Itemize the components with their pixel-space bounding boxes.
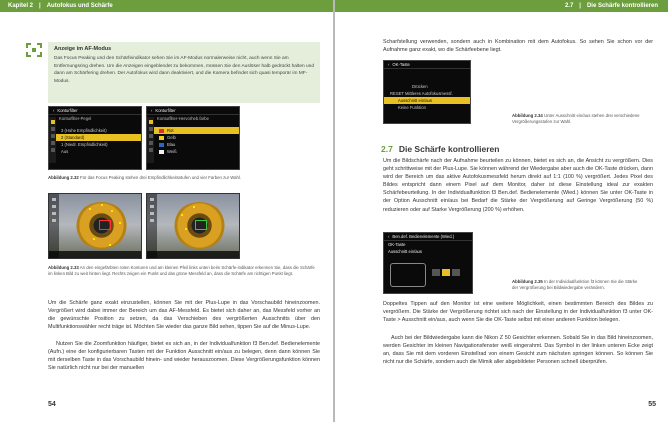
camera-body-icon [390, 263, 426, 287]
back-arrow-icon: ‹ [53, 107, 55, 113]
figure-caption-2-32: Abbildung 2.32 Für das Focus Peaking stehen drei Empfindlichkeitsstufen und vier Farben zur Wahl. [48, 175, 242, 180]
menu-item[interactable]: Aus [61, 149, 69, 154]
screen-title: OK-Taste [392, 61, 410, 67]
screen-line: OK-Taste [388, 242, 406, 247]
color-option-yellow[interactable]: Gelb [147, 134, 239, 141]
back-arrow-icon: ‹ [151, 107, 153, 113]
figure-caption-2-33: Abbildung 2.33 An den eingefärbten roten Konturen und am kleinen Pfeil links unten beim Schärfe-indikator erkennen Sie, dass die Schärfe im linken Bild zu weit hinten liegt. Rechts zeigen ein Punkt und das grüne Messfeld an, dass die Schärfe am richtigen Punkt liegt. [48, 265, 315, 277]
camera-screen-peaking-color [146, 106, 240, 170]
left-running-header: Kapitel 2 | Autofokus und Schärfe [0, 0, 333, 12]
focus-frame-icon [26, 43, 42, 57]
zoom-mid-icon[interactable] [442, 269, 450, 276]
viewfinder-photo-right [146, 193, 240, 259]
section-heading-title: Die Schärfe kontrollieren [398, 144, 500, 154]
screen-subtitle: Konturfilter-Pegel [59, 116, 92, 121]
color-swatch [159, 143, 164, 147]
menu-item-selected[interactable]: 2 (Standard) [49, 134, 141, 141]
screen-title: Ben.def. Bedienelemente (Wied.) [392, 233, 455, 239]
color-swatch [159, 150, 164, 154]
body-paragraph: Auch bei der Bildwiedergabe kann die Nikon Z 50 Gesichter erkennen. Sobald Sie in das Bild hineinzoomen, werden Gesichter im kleinen Navigationsfenster weiß eingerahmt. Das Symbol in der linken unteren Ecke zeigt an, dass Sie mit dem vorderen Einstellrad von einem Gesicht zum nächsten springen können. So können Sie nicht nur die Schärfe, sondern auch die Mimik aller abgebildeter Personen schnell überprüfen. [383, 335, 653, 366]
viewfinder-photo-left [48, 193, 142, 259]
screen-title: Konturfilter [57, 107, 78, 113]
menu-tab-strip [49, 117, 56, 163]
back-arrow-icon: ‹ [388, 233, 390, 239]
zoom-low-icon[interactable] [432, 269, 440, 276]
af-point [99, 220, 111, 230]
menu-item[interactable]: 3 (Hohe Empfindlichkeit) [61, 128, 107, 133]
right-page [335, 0, 668, 422]
body-paragraph: Um die Bildschärfe nach der Aufnahme beurteilen zu können, bietet es sich an, die Ansicht zu vergrößern. Dies geht schrittweise mit der Plus-Lupe. Sie können während der Wiedergabe aber auch die OK-Taste drücken, dann wird der Bereich um das aktive Autofokusmessfeld herum direkt auf 1:1 (100 %) vergrößert. Jedes Pixel des Bildes entspricht dann einem Pixel auf dem Monitor, daher ist diese Einstellung ideal zur exakten Schärfebeurteilung. In der Individualfunktion f3 Ben.def. Bedienelemente (Wied.) können Sie unter OK-Taste in der Option Ausschnitt ein/aus bei Bedarf die Stärke der Vergrößerung auf Geringe Vergrößerung (50 %) reduzieren oder auf Starke Vergrößerung (200 %) erhöhen. [383, 158, 653, 213]
color-option-red[interactable]: Rot [147, 127, 239, 134]
section-heading [381, 144, 499, 154]
tip-text: Das Focus Peaking und den Schärfeindikator sehen Sie im AF-Modus normalerweise nicht, auch wenn Sie am Entfernungsring drehen. Um die Anzeigen eingeblendet zu bekommen, müssen Sie den Auslöser halb gedrückt halten und dann am Schärfering drehen. Der Autofokus wird dann deaktiviert, und die Kamera befindet sich quasi temporär im MF-Modus. [54, 56, 314, 84]
tip-title: Anzeige im AF-Modus [54, 46, 112, 52]
back-arrow-icon: ‹ [388, 61, 390, 67]
screen-line: Ausschnitt ein/aus [388, 249, 422, 254]
body-paragraph: Doppeltes Tippen auf den Monitor ist eine weitere Möglichkeit, einen bestimmten Bereich des Bildes zu vergrößern. Die Stärke der Vergrößerung richtet sich nach der Einstellung in der Individualfunktion f3 unter OK-Taste > Ausschnitt ein/aus, auch wenn Sie die OK-Taste selbst mit einer anderen Funktion belegen. [383, 301, 653, 324]
section-title: Die Schärfe kontrollieren [586, 3, 658, 9]
figure-caption-2-35: Abbildung 2.35 In der Individualfunktion f3 können Sie die Stärke der Vergrößerung bei Bildwiedergabe verändern. [512, 279, 638, 291]
figure-caption-2-34: Abbildung 2.34 Unter Ausschnitt ein/aus stehen drei verschiedene Vergrößerungsstufen zur Wahl. [512, 113, 640, 125]
color-swatch [159, 136, 164, 140]
page-number: 54 [48, 401, 56, 408]
screen-subtitle: Konturfilter-Hervorheb.farbe [157, 116, 209, 121]
color-swatch [159, 129, 164, 133]
section-number: 2.7 [564, 3, 574, 9]
page-number: 55 [648, 401, 656, 408]
menu-item[interactable]: Drücken [412, 84, 428, 89]
menu-item[interactable]: RESET Mittleres Autofokusmessf. [390, 91, 453, 96]
camera-screen-ok-button [383, 60, 471, 124]
menu-item-selected[interactable]: Ausschnitt ein/aus [384, 97, 470, 104]
chapter-title: Autofokus und Schärfe [46, 3, 113, 9]
screen-title: Konturfilter [155, 107, 176, 113]
camera-screen-peaking-level [48, 106, 142, 170]
af-point [195, 220, 207, 230]
chapter-label: Kapitel 2 [8, 3, 34, 9]
color-option-blue[interactable]: Blau [147, 141, 239, 148]
magnification-options [432, 269, 460, 276]
menu-tab-strip [147, 117, 154, 163]
tip-box [48, 42, 320, 103]
menu-item[interactable]: 1 (Niedr. Empfindlichkeit) [61, 142, 108, 147]
section-heading-number: 2.7 [381, 144, 393, 154]
color-option-white[interactable]: Weiß [147, 148, 239, 155]
right-running-header: 2.7 | Die Schärfe kontrollieren [335, 0, 668, 12]
left-page [0, 0, 333, 422]
zoom-high-icon[interactable] [452, 269, 460, 276]
body-paragraph: Nutzen Sie die Zoomfunktion häufiger, bietet es sich an, in der Individualfunktion f3 Ben.def. Bedienelemente (Aufn.) eine der konfigurierbaren Tasten mit der Funktion Ausschnitt ein/aus zu belegen, denn dann können Sie mit derselben Taste in das Vorschaubild hinein- und wieder herauszoomen. Diese Vergrößerungsfunktion können Sie natürlich nicht nur bei der manuellen [48, 341, 320, 372]
camera-screen-playback-controls [383, 232, 473, 294]
menu-item[interactable]: Keine Funktion [398, 105, 426, 110]
body-paragraph: Um die Schärfe ganz exakt einzustellen, können Sie mit der Plus-Lupe in das Vorschaubild hineinzoomen. Vergrößert wird dabei immer der Bereich um das AF-Messfeld. Es bietet sich daher an, das Messfeld vorher an die gewünschte Position zu setzen, da das Verschieben des vergrößerten Ausschnitts über den Multifunktionswähler recht träge ist. Möchten Sie wieder das ganze Bild sehen, tippen Sie auf die Minus-Lupe. [48, 300, 320, 331]
body-paragraph: Scharfstellung verwenden, sondern auch in Kombination mit dem Autofokus. So sehen Sie schon vor der Aufnahme ganz exakt, wo die Schärfeebene liegt. [383, 39, 653, 54]
